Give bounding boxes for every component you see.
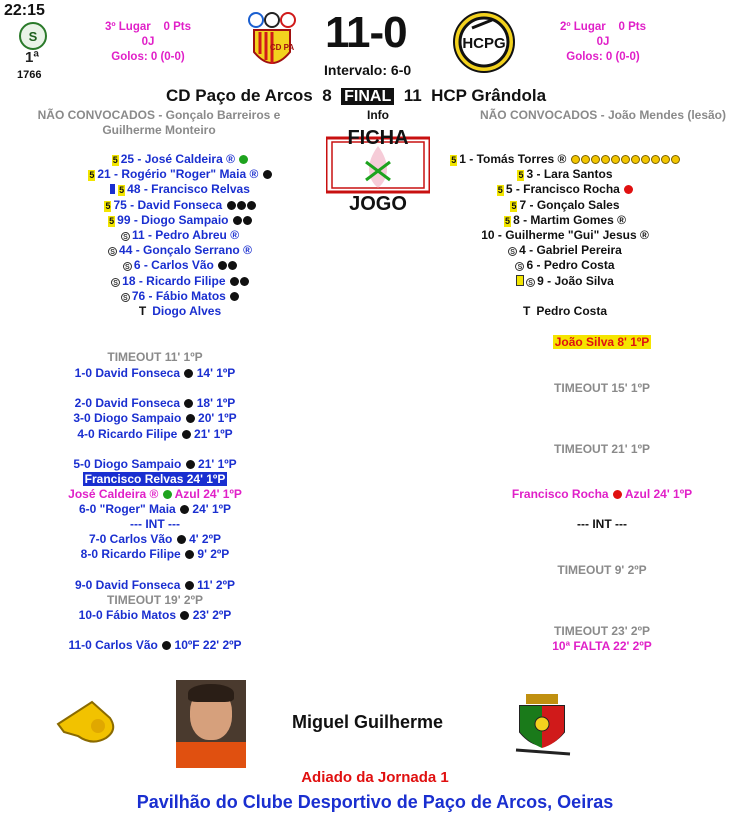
- away-player-row[interactable]: 5 5 - Francisco Rocha: [385, 182, 745, 197]
- goal-icon: [230, 277, 239, 286]
- event-goal: 3-0 Diogo Sampaio 20' 1ºP: [73, 411, 237, 425]
- event-goal: 7-0 Carlos Vão 4' 2ºP: [89, 532, 221, 546]
- goal-icon: [182, 430, 191, 439]
- goal-icon: [184, 369, 193, 378]
- red-foul-icon: [613, 490, 622, 499]
- five-badge: 5: [497, 185, 503, 196]
- info-link[interactable]: Info: [367, 108, 389, 122]
- home-team-name[interactable]: CD Paço de Arcos: [166, 86, 313, 105]
- away-player-row[interactable]: 5 7 - Gonçalo Sales: [511, 197, 620, 212]
- final-score: 11-0: [325, 8, 407, 57]
- event-goal: 4-0 Ricardo Filipe 21' 1ºP: [77, 427, 233, 441]
- home-player-row[interactable]: 5 25 - José Caldeira ®: [0, 152, 360, 167]
- red-foul-icon: [624, 185, 633, 194]
- match-id: 1766: [17, 69, 42, 81]
- save-icon: [671, 155, 680, 164]
- event-card: Francisco Rocha Azul 24' 1ºP: [511, 487, 693, 501]
- home-player-row[interactable]: 5 75 - David Fonseca: [0, 198, 360, 213]
- substitute-icon: S: [121, 232, 130, 241]
- save-icon: [651, 155, 660, 164]
- goal-icon: [186, 460, 195, 469]
- home-player-row[interactable]: S 11 - Pedro Abreu ®: [0, 228, 360, 243]
- away-player-row[interactable]: 5 1 - Tomás Torres ®: [385, 152, 745, 167]
- event-goal: 9-0 David Fonseca 11' 2ºP: [75, 578, 235, 592]
- event-timeout: TIMEOUT 11' 1ºP: [107, 350, 203, 364]
- event-goal: 5-0 Diogo Sampaio 21' 1ºP: [73, 457, 237, 471]
- save-icon: [661, 155, 670, 164]
- away-logo-text: HCPG: [462, 35, 506, 52]
- home-player-row[interactable]: S 44 - Gonçalo Serrano ®: [0, 243, 360, 258]
- goal-icon: [218, 261, 227, 270]
- substitute-icon: S: [108, 247, 117, 256]
- goal-icon: [240, 277, 249, 286]
- goal-icon: [228, 261, 237, 270]
- competition-icon: [18, 22, 48, 50]
- green-card-icon: [239, 155, 248, 164]
- referee-photo: [176, 680, 246, 768]
- goal-icon: [186, 414, 195, 423]
- save-icon: [611, 155, 620, 164]
- referee-name[interactable]: Miguel Guilherme: [292, 712, 444, 732]
- substitute-icon: S: [111, 278, 120, 287]
- home-standing-score: 8: [322, 86, 332, 105]
- match-status-badge: FINAL: [341, 88, 394, 105]
- blue-card-icon: [110, 184, 115, 194]
- save-icon: [621, 155, 630, 164]
- goal-icon: [180, 611, 189, 620]
- event-timeout: TIMEOUT 19' 2ºP: [107, 593, 203, 607]
- venue-name[interactable]: Pavilhão do Clube Desportivo de Paço de Arcos, Oeiras: [136, 792, 614, 812]
- goal-icon: [247, 201, 256, 210]
- five-badge: 5: [112, 155, 118, 165]
- home-stats: [88, 20, 208, 65]
- five-badge: 5: [518, 170, 524, 181]
- goal-icon: [180, 505, 189, 514]
- away-team-logo[interactable]: [452, 10, 516, 74]
- free-hit-goal-icon: [162, 641, 171, 650]
- home-player-row[interactable]: S 18 - Ricardo Filipe: [0, 274, 360, 289]
- whistle-icon: [52, 696, 122, 746]
- goal-icon: [185, 581, 194, 590]
- away-player-row[interactable]: 5 3 - Lara Santos: [518, 167, 613, 182]
- away-player-row[interactable]: S 9 - João Silva: [385, 274, 745, 289]
- coach-icon: T: [138, 304, 147, 319]
- event-goal: 11-0 Carlos Vão 10ºF 22' 2ºP: [68, 638, 242, 652]
- save-icon: [571, 155, 580, 164]
- five-badge: 5: [451, 155, 457, 165]
- home-player-row[interactable]: 5 48 - Francisco Relvas: [0, 182, 360, 197]
- save-icon: [601, 155, 610, 164]
- goal-icon: [177, 535, 186, 544]
- goal-icon: [263, 170, 272, 179]
- home-goals: Golos: 0 (0-0): [111, 51, 185, 63]
- match-time-block: [4, 2, 45, 20]
- goal-icon: [237, 201, 246, 210]
- halftime-score: Intervalo: 6-0: [324, 62, 412, 78]
- match-time: 22:15: [4, 2, 45, 19]
- event-interval: --- INT ---: [577, 517, 627, 531]
- event-goal: 8-0 Ricardo Filipe 9' 2ºP: [80, 547, 230, 561]
- event-goal: 10-0 Fábio Matos 23' 2ºP: [78, 608, 232, 622]
- event-interval: --- INT ---: [130, 517, 180, 531]
- away-roster: [385, 152, 745, 319]
- ficha-bottom-text: JOGO: [349, 193, 407, 214]
- event-yellow-card: João Silva 8' 1ºP: [554, 335, 650, 349]
- svg-text:S: S: [28, 29, 38, 44]
- five-badge: 5: [89, 170, 95, 181]
- home-logo-text: CD PA: [269, 43, 295, 52]
- away-player-row[interactable]: 10 - Guilherme "Gui" Jesus ®: [481, 228, 649, 243]
- home-team-logo[interactable]: [246, 10, 298, 74]
- away-points: 0 Pts: [618, 21, 647, 33]
- save-icon: [591, 155, 600, 164]
- event-timeout: TIMEOUT 15' 1ºP: [554, 381, 650, 395]
- five-badge: 5: [119, 185, 125, 196]
- home-points: 0 Pts: [163, 21, 192, 33]
- home-player-row[interactable]: 5 99 - Diogo Sampaio: [0, 213, 360, 228]
- yellow-card-icon: [516, 275, 524, 286]
- event-blue-card: Francisco Relvas 24' 1ºP: [84, 472, 226, 486]
- ficha-top-text: FICHA: [347, 127, 409, 149]
- save-icon: [641, 155, 650, 164]
- away-player-row[interactable]: 5 8 - Martim Gomes ®: [505, 212, 626, 227]
- event-goal: 2-0 David Fonseca 18' 1ºP: [74, 396, 236, 410]
- event-timeout: TIMEOUT 21' 1ºP: [554, 442, 650, 456]
- away-goals: Golos: 0 (0-0): [566, 51, 640, 63]
- event-timeout: TIMEOUT 23' 2ºP: [554, 624, 650, 638]
- five-badge: 5: [511, 200, 517, 211]
- away-coach-row[interactable]: T Pedro Costa: [522, 303, 608, 318]
- away-not-called: NÃO CONVOCADOS - João Mendes (lesão): [479, 108, 727, 122]
- substitute-icon: S: [526, 278, 535, 287]
- goal-icon: [233, 216, 242, 225]
- home-roster: [0, 152, 360, 319]
- event-card: José Caldeira ® Azul 24' 1ºP: [68, 487, 242, 501]
- home-player-row[interactable]: 5 21 - Rogério "Roger" Maia ®: [0, 167, 360, 182]
- coach-icon: T: [522, 303, 531, 318]
- five-badge: 5: [105, 200, 111, 211]
- away-player-row[interactable]: S 4 - Gabriel Pereira: [385, 243, 745, 258]
- away-team-name[interactable]: HCP Grândola: [431, 86, 547, 105]
- away-games: 0J: [596, 36, 610, 48]
- goal-icon: [184, 399, 193, 408]
- home-games: 0J: [141, 36, 155, 48]
- event-goal: 6-0 "Roger" Maia 24' 1ºP: [78, 502, 232, 516]
- five-badge: 5: [505, 215, 511, 226]
- event-foul: 10ª FALTA 22' 2ºP: [552, 639, 652, 653]
- postponed-note: Adiado da Jornada 1: [301, 769, 449, 786]
- substitute-icon: S: [121, 293, 130, 302]
- home-not-called: NÃO CONVOCADOS - Gonçalo Barreiros e Guilherme Monteiro: [37, 108, 281, 137]
- home-player-row[interactable]: S 6 - Carlos Vão: [0, 258, 360, 273]
- home-position: 3º Lugar: [104, 21, 151, 33]
- event-timeout: TIMEOUT 9' 2ºP: [557, 563, 647, 577]
- away-stats: [543, 20, 663, 65]
- goal-icon: [227, 201, 236, 210]
- association-crest: [512, 692, 578, 756]
- green-card-icon: [163, 490, 172, 499]
- five-badge: 5: [109, 215, 115, 226]
- event-goal: 1-0 David Fonseca 14' 1ºP: [74, 366, 236, 380]
- away-standing-score: 11: [403, 86, 422, 105]
- goal-icon: [230, 292, 239, 301]
- teams-line: [166, 86, 546, 106]
- goal-icon: [243, 216, 252, 225]
- away-player-row[interactable]: S 6 - Pedro Costa: [385, 258, 745, 273]
- division-rank: 1ª: [25, 49, 39, 66]
- save-icon: [581, 155, 590, 164]
- substitute-icon: S: [508, 247, 517, 256]
- save-icon: [631, 155, 640, 164]
- home-player-row[interactable]: S 76 - Fábio Matos: [0, 289, 360, 304]
- substitute-icon: S: [123, 262, 132, 271]
- goal-icon: [185, 550, 194, 559]
- away-position: 2º Lugar: [559, 21, 606, 33]
- home-coach-row[interactable]: T Diogo Alves: [138, 304, 222, 319]
- substitute-icon: S: [515, 262, 524, 271]
